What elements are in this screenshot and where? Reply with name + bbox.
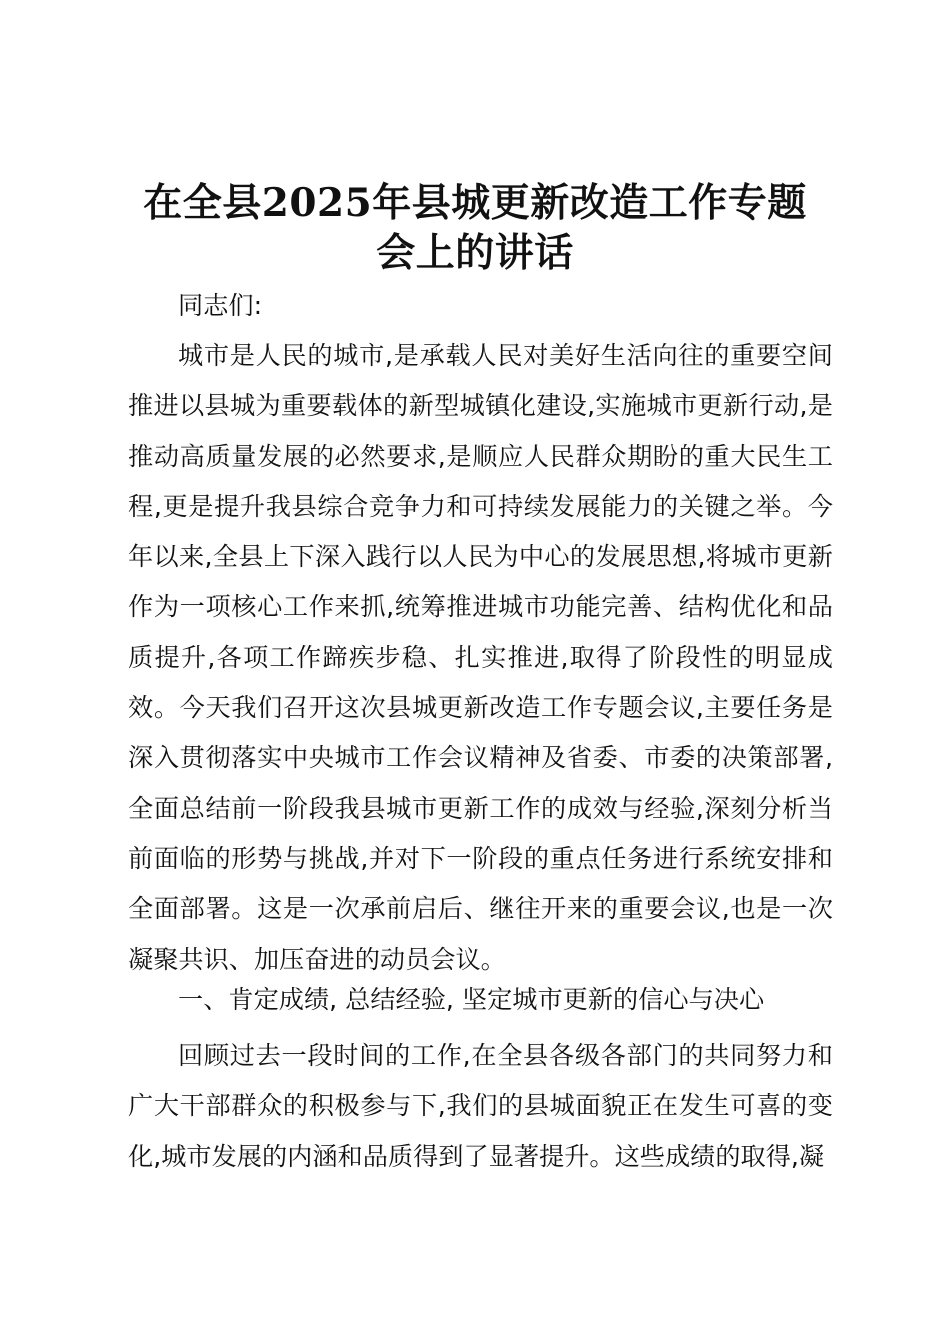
document-title	[100, 178, 850, 278]
greeting: 同志们:	[178, 291, 263, 320]
paragraph-intro: 城市是人民的城市,是承载人民对美好生活向往的重要空间推进以县城为重要载体的新型城镇化建设,实施城市更新行动,是推动高质量发展的必然要求,是顺应人民群众期盼的重大民生工程,更是提升我县综合竞争力和可持续发展能力的关键之举。今年以来,全县上下深入践行以人民为中心的发展思想,将城市更新作为一项核心工作来抓,统筹推进城市功能完善、结构优化和品质提升,各项工作蹄疾步稳、扎实推进,取得了阶段性的明显成效。今天我们召开这次县城更新改造工作专题会议,主要任务是深入贯彻落实中央城市工作会议精神及省委、市委的决策部署,全面总结前一阶段我县城市更新工作的成效与经验,深刻分析当前面临的形势与挑战,并对下一阶段的重点任务进行系统安排和全面部署。这是一次承前启后、继往开来的重要会议,也是一次凝聚共识、加压奋进的动员会议。	[128, 341, 833, 974]
paragraph-review: 回顾过去一段时间的工作,在全县各级各部门的共同努力和广大干部群众的积极参与下,我们的县城面貌正在发生可喜的变化,城市发展的内涵和品质得到了显著提升。这些成绩的取得,凝	[128, 1041, 833, 1171]
section-heading-1: 一、肯定成绩, 总结经验, 坚定城市更新的信心与决心	[178, 985, 765, 1014]
title-line-1: 在全县2025年县城更新改造工作专题	[143, 180, 807, 226]
title-line-2: 会上的讲话	[376, 230, 574, 276]
